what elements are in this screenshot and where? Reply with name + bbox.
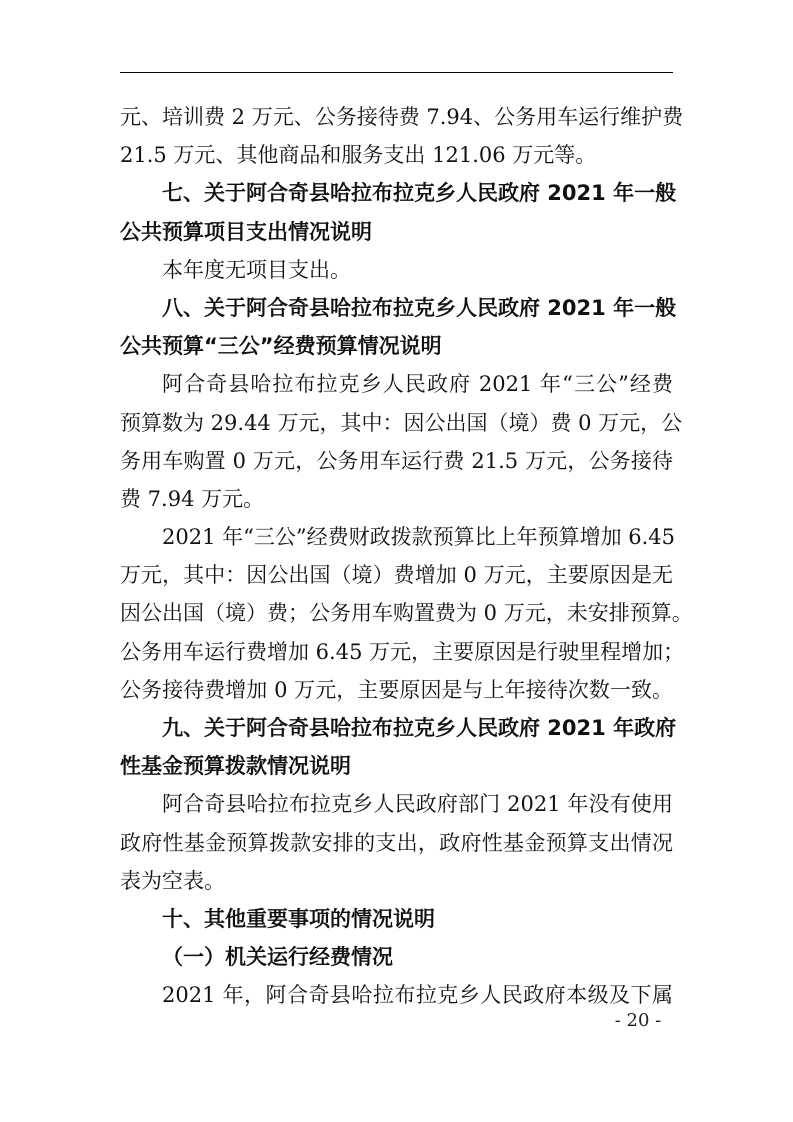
section-heading-9: 九、关于阿合奇县哈拉布拉克乡人民政府 2021 年政府: [162, 716, 677, 740]
paragraph-line: 务用车购置 0 万元，公务用车运行费 21.5 万元，公务接待: [120, 448, 673, 473]
subsection-heading-1: （一）机关运行经费情况: [162, 944, 393, 970]
paragraph-line: 公务用车运行费增加 6.45 万元，主要原因是行驶里程增加；: [120, 639, 685, 664]
page-number: - 20 -: [614, 1010, 662, 1031]
paragraph-line: 2021 年，阿合奇县哈拉布拉克乡人民政府本级及下属: [162, 983, 673, 1008]
paragraph-line: 预算数为 29.44 万元，其中：因公出国（境）费 0 万元，公: [120, 410, 683, 435]
paragraph-line: 阿合奇县哈拉布拉克乡人民政府 2021 年“三公”经费: [162, 372, 673, 397]
section-heading-7: 七、关于阿合奇县哈拉布拉克乡人民政府 2021 年一般: [162, 181, 677, 206]
section-heading-8-cont: 公共预算“三公”经费预算情况说明: [120, 334, 442, 359]
paragraph-line: 本年度无项目支出。: [162, 257, 351, 282]
section-heading-10: 十、其他重要事项的情况说明: [162, 906, 435, 931]
paragraph-line: 政府性基金预算拨款安排的支出，政府性基金预算支出情况: [120, 830, 673, 855]
paragraph-line: 2021 年“三公”经费财政拨款预算比上年预算增加 6.45: [162, 525, 676, 550]
header-rule: [120, 72, 673, 73]
paragraph-line: 阿合奇县哈拉布拉克乡人民政府部门 2021 年没有使用: [162, 792, 673, 817]
paragraph-line: 因公出国（境）费；公务用车购置费为 0 万元，未安排预算。: [120, 601, 693, 626]
document-body: [120, 98, 693, 1015]
section-heading-8: 八、关于阿合奇县哈拉布拉克乡人民政府 2021 年一般: [162, 295, 677, 320]
paragraph-line: 21.5 万元、其他商品和服务支出 121.06 万元等。: [120, 143, 597, 168]
section-heading-9-cont: 性基金预算拨款情况说明: [120, 754, 351, 779]
paragraph-line: 公务接待费增加 0 万元，主要原因是与上年接待次数一致。: [120, 677, 673, 702]
paragraph-line: 元、培训费 2 万元、公务接待费 7.94、公务用车运行维护费: [120, 105, 684, 129]
section-heading-7-cont: 公共预算项目支出情况说明: [120, 219, 372, 244]
paragraph-line: 表为空表。: [120, 868, 225, 893]
paragraph-line: 费 7.94 万元。: [120, 486, 265, 511]
paragraph-line: 万元，其中：因公出国（境）费增加 0 万元，主要原因是无: [120, 563, 673, 588]
